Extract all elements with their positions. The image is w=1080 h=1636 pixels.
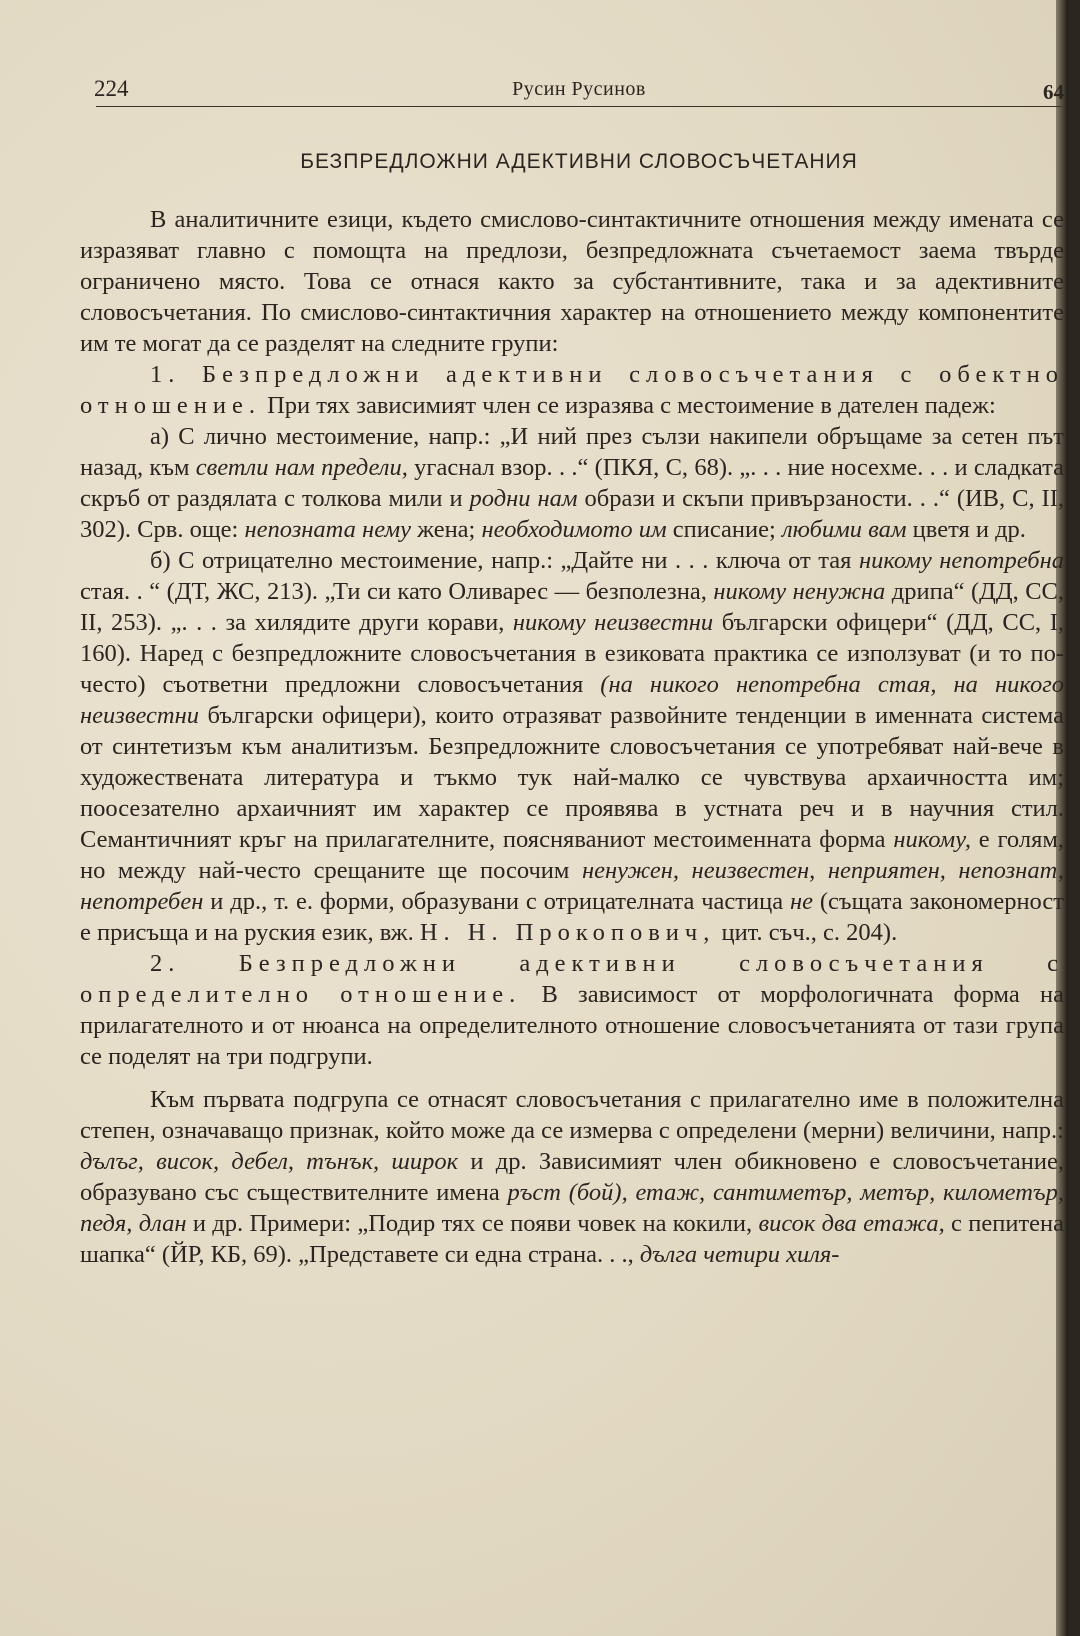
paragraph-negative-pronoun: б) С отрицателно местоимение, напр.: „Дайте ни . . . ключа от тая никому непотребна стая. . “ (ДТ, ЖС, 213). „Ти си като Оливарес — безполезна, никому ненужна дрипа“ (ДД, СС, II, 253). „. . . за хилядите други корави, никому неизвестни български офицери“ (ДД, СС, I, 160). Наред с безпредложните словосъчетания в езиковата практика се използуват (и то по-често) съответни предложни словосъчетания (на никого непотребна стая, на никого неизвестни български офицери), които отразяват развойните тенденции в именната система от синтетизъм към аналитизъм. Безпредложните словосъчетания се употребяват най-вече в художествената литература и тъкмо тук най-малко се чувствува архаичността им; поосезателно архаичният им характер се проявява в устната реч и в научния стил. Семантичният кръг на прилагателните, поясняваниот местоименната форма никому, е голям, но между най-често срещаните ще посочим ненужен, неизвестен, неприятен, непознат, непотребен и др., т. е. форми, образувани с отрицателната частица не (същата закономерност е присъща и на руския език, вж. Н. Н. Прокопович, цит. съч., с. 204). bbox=[80, 547, 1065, 946]
body-text bbox=[80, 204, 1064, 1270]
paragraph-subgroup-1: Към първата подгрупа се отнасят словосъчетания с прилагателно име в положителна степен, означаващо признак, който може да се измерва с определени (мерни) величини, напр.: дълъг, висок, дебел, тънък, широк и др. Зависимият член обикновено е словосъчетание, образувано със съществителните имена ръст (бой), етаж, сантиметър, метър, километър, педя, длан и др. Примери: „Подир тях се появи човек на кокили, висок два етажа, с пепитена шапка“ (ЙР, КБ, 69). „Представете си една страна. . ., дълга четири хиля- bbox=[80, 1086, 1065, 1268]
group-1-heading: 1. Безпредложни адективни словосъчетания с обектно отношение. bbox=[80, 361, 1064, 419]
paragraph-personal-pronoun: а) С лично местоимение, напр.: „И ний през сълзи накипели обръщаме за сетен път назад, към светли нам предели, угаснал взор. . .“ (ПКЯ, С, 68). „. . . ние носехме. . . и сладката скръб от раздялата с толкова мили и родни нам образи и скъпи привързаности. . .“ (ИВ, С, II, 302). Срв. още: непозната нему жена; необходимото им списание; любими вам цветя и др. bbox=[80, 423, 1064, 543]
group-2-heading: 2. Безпредложни адективни словосъчетания с определително отношение. bbox=[80, 950, 1064, 1008]
header-rule bbox=[96, 106, 1062, 107]
section-title: БЕЗПРЕДЛОЖНИ АДЕКТИВНИ СЛОВОСЪЧЕТАНИЯ bbox=[300, 150, 858, 173]
cited-author: Н. Н. Прокопович, bbox=[419, 919, 716, 946]
page-number: 224 bbox=[94, 76, 129, 101]
running-header bbox=[94, 76, 1064, 110]
margin-mark: 64 bbox=[1043, 80, 1064, 104]
running-author: Русин Русинов bbox=[512, 78, 646, 100]
paragraph-group-2: 2. Безпредложни адективни словосъчетания с определително отношение. В зависимост от морфологичната форма на прилагателното и от нюанса на определителното отношение словосъчетанията от тази група се поделят на три подгрупи. bbox=[80, 950, 1064, 1070]
paragraph-group-1: 1. Безпредложни адективни словосъчетания с обектно отношение. При тях зависимият член се изразява с местоимение в дателен падеж: bbox=[80, 361, 1064, 419]
paragraph-intro: В аналитичните езици, където смислово-синтактичните отношения между имената се изразяват главно с помощта на предлози, безпредложната съчетаемост заема твърде ограничено място. Това се отнася както за субстантивните, така и за адективните словосъчетания. По смислово-синтактичния характер на отношението между компонентите им те могат да се разделят на следните групи: bbox=[80, 206, 1064, 357]
